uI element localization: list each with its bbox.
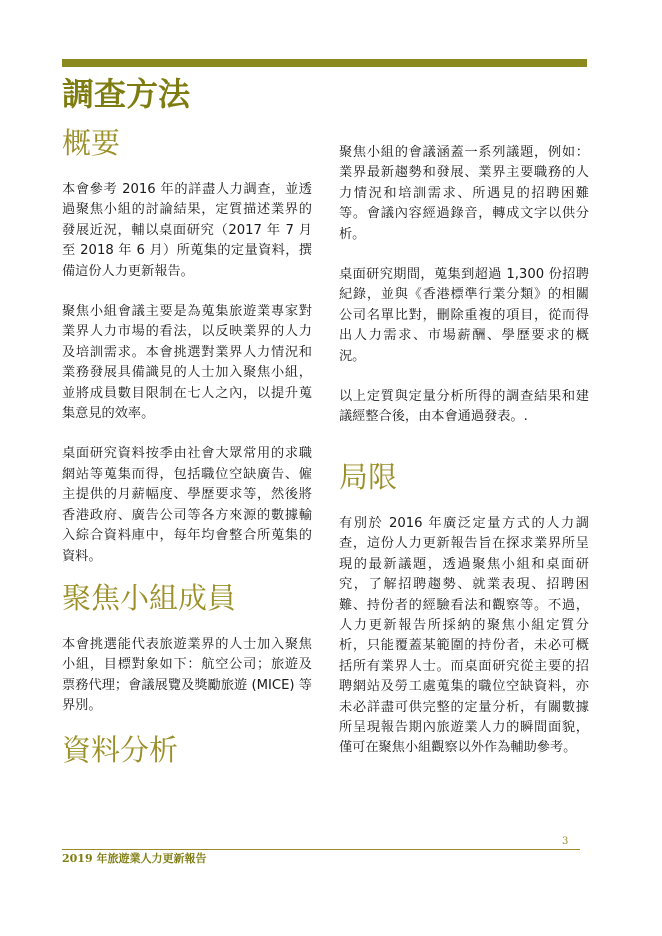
overview-heading: 概要 xyxy=(62,126,121,160)
footer-report-name: 2019 年旅遊業人力更新報告 xyxy=(62,852,207,865)
top-accent-bar xyxy=(62,59,587,67)
analysis-paragraph-1: 聚焦小組的會議涵蓋一系列議題，例如：業界最新趨勢和發展、業界主要職務的人力情況和培訓需求、所遇見的招聘困難等。會議內容經過錄音，轉成文字以供分析。 xyxy=(339,145,589,242)
page-number: 3 xyxy=(562,836,569,847)
members-paragraph: 本會挑選能代表旅遊業界的人士加入聚焦小組，目標對象如下：航空公司；旅遊及票務代理；會議展覽及獎勵旅遊 (MICE) 等界別。 xyxy=(62,636,312,714)
data-analysis-heading: 資料分析 xyxy=(62,732,179,767)
overview-paragraph-2: 聚焦小組會議主要是為蒐集旅遊業專家對業界人力市場的看法，以反映業界的人力及培訓需求。本會挑選對業界人力情況和業務發展具備識見的人士加入聚焦小組，並將成員數目限制在七人之內，以提升蒐集意見的效率。 xyxy=(62,304,312,422)
focus-group-members-heading: 聚焦小組成員 xyxy=(62,580,237,615)
overview-paragraph-1: 本會參考 2016 年的詳盡人力調查，並透過聚焦小組的討論結果，定質描述業界的發展近況，輔以桌面研究（2017 年 7 月至 2018 年 6 月）所蒐集的定量資料，撰備這份人力更新報告。 xyxy=(62,182,312,279)
left-column xyxy=(62,124,312,769)
right-column xyxy=(339,143,589,759)
analysis-paragraph-2: 桌面研究期間，蒐集到超過 1,300 份招聘紀錄，並與《香港標準行業分類》的相關公司名單比對，刪除重複的項目，從而得出人力需求、市場薪酬、學歷要求的概況。 xyxy=(339,267,589,364)
limitations-paragraph: 有別於 2016 年廣泛定量方式的人力調查，這份人力更新報告旨在探求業界所呈現的最新議題，透過聚焦小組和桌面研究，了解招聘趨勢、就業表現、招聘困難、持份者的經驗看法和觀察等。不過，人力更新報告所採納的聚焦小組定質分析，只能覆蓋某範圍的持份者，未必可概括所有業界人士。而桌面研究從主要的招聘網站及勞工處蒐集的職位空缺資料，亦未必詳盡可供完整的定量分析，有關數據所呈現報告期內旅遊業人力的瞬間面貌，僅可在聚焦小組觀察以外作為輔助參考。 xyxy=(339,515,589,756)
analysis-paragraph-3: 以上定質與定量分析所得的調查結果和建議經整合後，由本會通過發表。. xyxy=(339,389,589,425)
limitations-heading: 局限 xyxy=(339,459,398,494)
page-title: 調查方法 xyxy=(62,75,191,113)
overview-paragraph-3: 桌面研究資料按季由社會大眾常用的求職網站等蒐集而得，包括職位空缺廣告、僱主提供的月薪幅度、學歷要求等，然後將香港政府、廣告公司等各方來源的數據輸入綜合資料庫中，每年均會整合所蒐集的資料。 xyxy=(62,446,312,564)
